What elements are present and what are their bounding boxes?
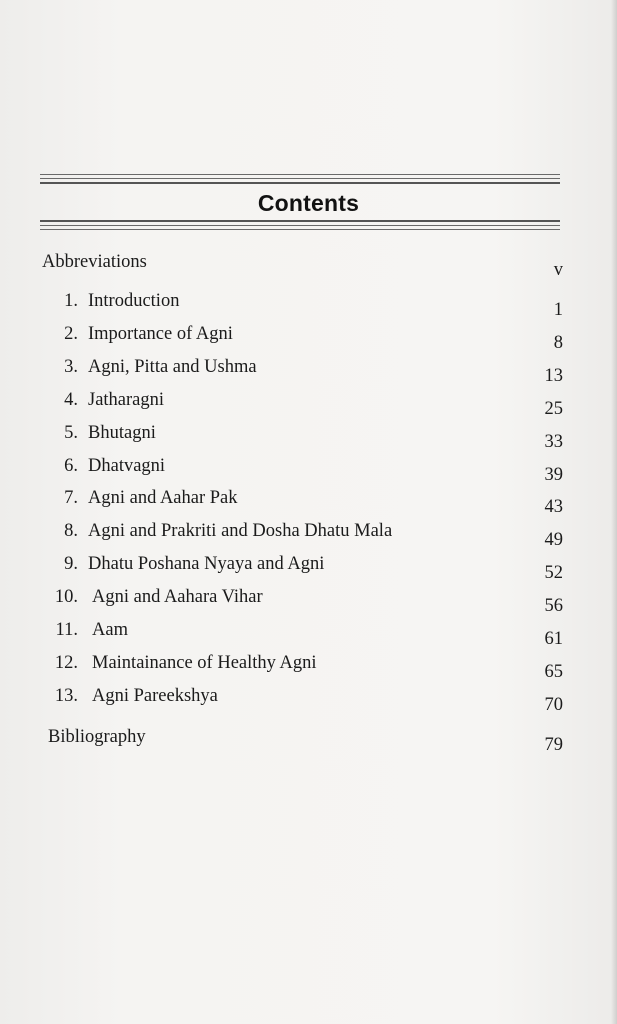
toc-entry-number: 13. <box>54 686 78 706</box>
toc-entry-title: Introduction <box>88 291 180 311</box>
toc-entry-chapter-13[interactable] <box>0 686 617 715</box>
toc-entry-chapter-8[interactable] <box>0 521 617 550</box>
toc-entry-title: Agni and Aahara Vihar <box>92 587 263 607</box>
toc-entry-page: 13 <box>544 366 563 386</box>
toc-entry-chapter-12[interactable] <box>0 653 617 682</box>
toc-entry-number: 4. <box>64 390 78 410</box>
toc-entry-number: 9. <box>64 554 78 574</box>
toc-entry-title: Jatharagni <box>88 390 165 410</box>
toc-entry-page: 52 <box>544 563 563 583</box>
toc-entry-page: v <box>553 260 563 280</box>
toc-entry-number: 1. <box>64 291 78 311</box>
toc-entry-title: Dhatvagni <box>88 456 166 476</box>
toc-entry-number: 8. <box>64 521 78 541</box>
toc-entry-number: 2. <box>64 324 78 344</box>
toc-entry-number: 5. <box>64 423 78 443</box>
toc-entry-title: Agni, Pitta and Ushma <box>88 357 257 377</box>
toc-entry-page: 61 <box>544 629 563 649</box>
toc-entry-number: 11. <box>55 620 78 640</box>
toc-entry-page: 8 <box>553 333 563 353</box>
toc-entry-chapter-10[interactable] <box>0 587 617 616</box>
header-rules-top <box>40 174 560 186</box>
toc-entry-chapter-5[interactable] <box>0 423 617 452</box>
toc-entry-page: 49 <box>544 530 563 550</box>
toc-entry-title: Importance of Agni <box>88 324 233 344</box>
toc-entry-title: Agni Pareekshya <box>92 686 218 706</box>
toc-entry-title: Abbreviations <box>42 252 147 272</box>
toc-entry-title: Bibliography <box>48 727 146 747</box>
toc-entry-chapter-1[interactable] <box>0 291 617 320</box>
toc-entry-title: Bhutagni <box>88 423 156 443</box>
toc-entry-number: 7. <box>64 488 78 508</box>
toc-entry-chapter-11[interactable] <box>0 620 617 649</box>
toc-entry-title: Agni and Aahar Pak <box>88 488 238 508</box>
toc-entry-number: 3. <box>64 357 78 377</box>
page-title: Contents <box>257 190 360 216</box>
toc-entry-title: Agni and Prakriti and Dosha Dhatu Mala <box>88 521 393 541</box>
toc-entry-chapter-3[interactable] <box>0 357 617 386</box>
header-rules-bottom <box>40 220 560 232</box>
toc-entry-page: 56 <box>544 596 563 616</box>
toc-entry-chapter-7[interactable] <box>0 488 617 517</box>
toc-entry-page: 43 <box>544 497 563 517</box>
toc-entry-number: 12. <box>54 653 78 673</box>
toc-entry-page: 39 <box>544 465 563 485</box>
toc-entry-abbreviations[interactable] <box>0 252 617 278</box>
toc-entry-title: Aam <box>92 620 128 640</box>
toc-entry-title: Dhatu Poshana Nyaya and Agni <box>88 554 325 574</box>
toc-entry-page: 70 <box>544 695 563 715</box>
toc-entry-page: 1 <box>553 300 563 320</box>
toc-entry-title: Maintainance of Healthy Agni <box>92 653 317 673</box>
toc-entry-number: 6. <box>64 456 78 476</box>
toc-entry-chapter-2[interactable] <box>0 324 617 353</box>
toc-entry-chapter-9[interactable] <box>0 554 617 583</box>
toc-entry-number: 10. <box>54 587 78 607</box>
toc-entry-page: 33 <box>544 432 563 452</box>
toc-entry-chapter-4[interactable] <box>0 390 617 419</box>
toc-entry-page: 25 <box>544 399 563 419</box>
toc-entry-bibliography[interactable] <box>0 727 617 753</box>
toc-entry-page: 65 <box>544 662 563 682</box>
toc-entry-page: 79 <box>544 735 563 755</box>
toc-entry-chapter-6[interactable] <box>0 456 617 485</box>
